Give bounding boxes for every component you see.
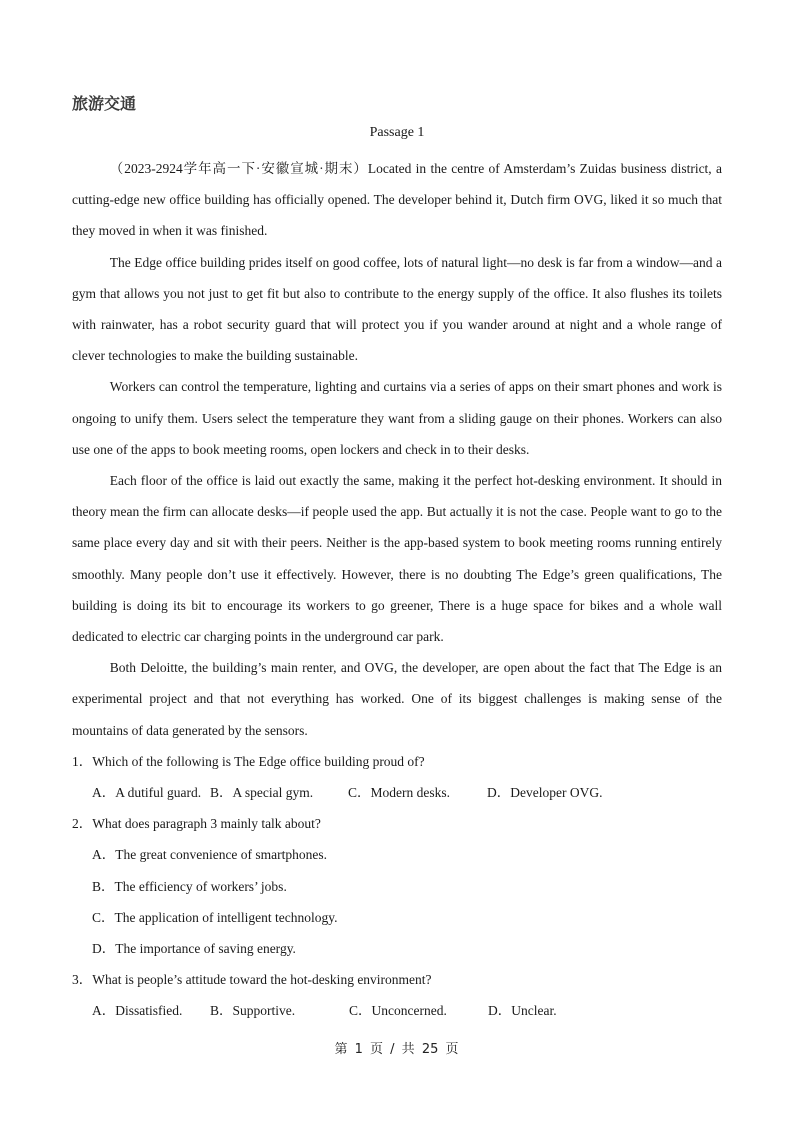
question-2-option-a: A．The great convenience of smartphones.: [92, 847, 328, 863]
document-page: [72, 92, 722, 1027]
question-1-option-b: B．A special gym.: [210, 785, 314, 801]
question-2-option-d: D．The importance of saving energy.: [92, 941, 296, 957]
question-3-stem: 3．What is people’s attitude toward the hot-desking environment?: [72, 972, 432, 988]
question-1-option-c: C．Modern desks.: [348, 785, 450, 801]
question-3-option-b: B．Supportive.: [210, 1003, 296, 1019]
paragraph-5: Both Deloitte, the building’s main renter, and OVG, the developer, are open about the fact that The Edge is an experimental project and that not everything has worked. One of its biggest challenges is making sense of the mountains of data generated by the sensors.: [72, 660, 722, 738]
question-1-option-d: D．Developer OVG.: [487, 785, 603, 801]
paragraph-1: （2023-2924学年高一下·安徽宣城·期末）Located in the centre of Amsterdam’s Zuidas business district, a cutting-edge new office building has officially opened. The developer behind it, Dutch firm OVG, liked it so much that they moved in when it was finished.: [72, 161, 722, 239]
question-3-option-c: C．Unconcerned.: [349, 1003, 447, 1019]
section-heading: 旅游交通: [72, 94, 137, 113]
passage-title: Passage 1: [369, 125, 425, 140]
question-1-stem: 1．Which of the following is The Edge office building proud of?: [72, 753, 425, 769]
question-2-option-c: C．The application of intelligent technology.: [92, 909, 338, 925]
question-2-option-b: B．The efficiency of workers’ jobs.: [92, 878, 287, 894]
question-2-stem: 2．What does paragraph 3 mainly talk about?: [72, 816, 321, 832]
question-1-options: [72, 777, 722, 808]
paragraph-4: Each floor of the office is laid out exactly the same, making it the perfect hot-desking environment. It should in theory mean the firm can allocate desks—if people used the app. But actually it is not the case. People want to go to the same place every day and sit with their peers. Neither is the app-based system to book meeting rooms running entirely smoothly. Many people don’t use it effectively. However, there is no doubting The Edge’s green qualifications, The building is doing its bit to encourage its workers to go greener, There is a huge space for bikes and a whole wall dedicated to electric car charging points in the underground car park.: [72, 473, 722, 645]
question-3-option-d: D．Unclear.: [488, 1003, 557, 1019]
paragraph-2: The Edge office building prides itself on good coffee, lots of natural light—no desk is far from a window—and a gym that allows you not just to get fit but also to contribute to the energy supply of the office. It also flushes its toilets with rainwater, has a robot security guard that will protect you if you wander around at night and a whole range of clever technologies to make the building sustainable.: [72, 254, 722, 364]
question-1-option-a: A．A dutiful guard.: [92, 785, 202, 801]
question-3-options: [72, 995, 722, 1026]
paragraph-3: Workers can control the temperature, lighting and curtains via a series of apps on their smart phones and work is ongoing to unify them. Users select the temperature they want from a sliding gauge on their phones. Workers can also use one of the apps to book meeting rooms, open lockers and check in to their desks.: [72, 379, 722, 457]
page-footer: 第 1 页 / 共 25 页: [334, 1042, 459, 1057]
question-3-option-a: A．Dissatisfied.: [92, 1003, 183, 1019]
